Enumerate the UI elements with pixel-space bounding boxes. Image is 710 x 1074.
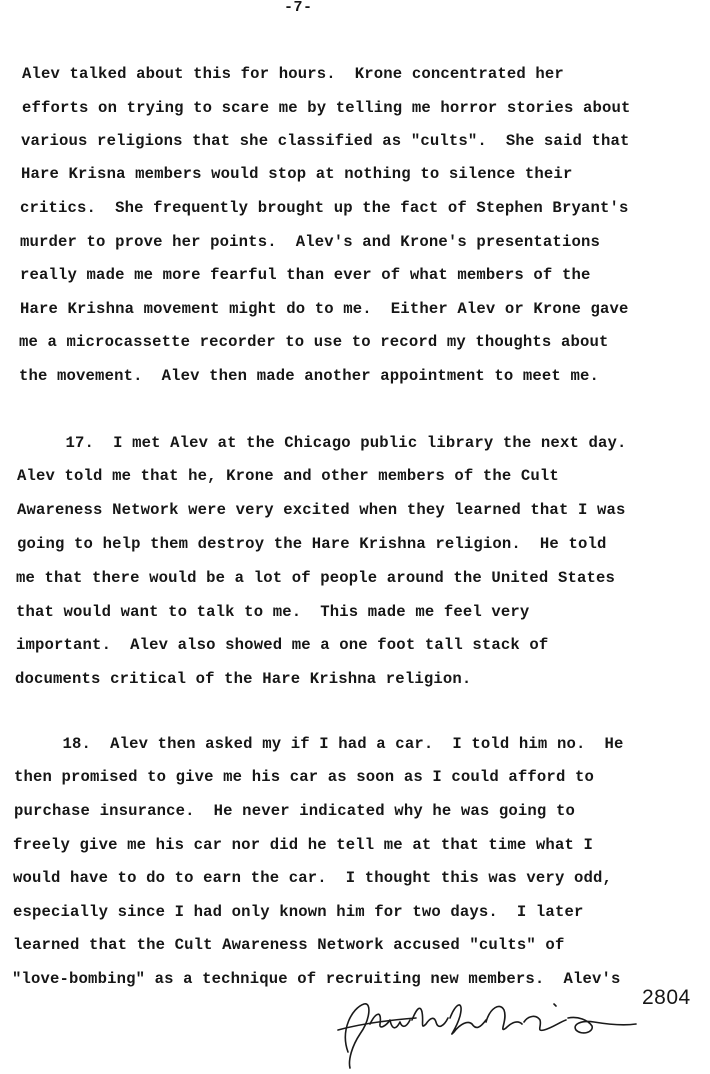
text-line: murder to prove her points. Alev's and Krone's presentations bbox=[20, 233, 600, 251]
text-line: going to help them destroy the Hare Krishna religion. He told bbox=[17, 535, 607, 553]
text-line: the movement. Alev then made another appointment to meet me. bbox=[19, 367, 599, 385]
text-line: purchase insurance. He never indicated why he was going to bbox=[14, 802, 575, 820]
text-line: Alev talked about this for hours. Krone concentrated her bbox=[22, 65, 564, 83]
text-line: me that there would be a lot of people around the United States bbox=[16, 569, 615, 587]
bates-number: 2804 bbox=[642, 986, 691, 1009]
text-line: me a microcassette recorder to use to record my thoughts about bbox=[19, 333, 609, 351]
text-line: important. Alev also showed me a one foot tall stack of bbox=[16, 636, 549, 654]
text-line: especially since I had only known him for two days. I later bbox=[13, 903, 584, 921]
text-line: documents critical of the Hare Krishna religion. bbox=[15, 670, 472, 688]
text-line: then promised to give me his car as soon as I could afford to bbox=[14, 768, 594, 786]
text-line: various religions that she classified as "cults". She said that bbox=[21, 132, 630, 150]
text-line: freely give me his car nor did he tell me at that time what I bbox=[13, 836, 593, 854]
text-line: would have to do to earn the car. I thought this was very odd, bbox=[13, 869, 612, 887]
text-line: Hare Krisna members would stop at nothing to silence their bbox=[21, 165, 573, 183]
handwritten-signature bbox=[330, 990, 650, 1070]
text-line: efforts on trying to scare me by telling me horror stories about bbox=[22, 99, 631, 117]
text-line: Awareness Network were very excited when they learned that I was bbox=[17, 501, 626, 519]
text-line: 18. Alev then asked my if I had a car. I told him no. He bbox=[15, 735, 624, 753]
text-line: "love-bombing" as a technique of recruiting new members. Alev's bbox=[12, 970, 621, 988]
page-number: -7- bbox=[284, 0, 313, 16]
text-line: critics. She frequently brought up the fact of Stephen Bryant's bbox=[20, 199, 629, 217]
text-line: Hare Krishna movement might do to me. Either Alev or Krone gave bbox=[20, 300, 629, 318]
text-line: 17. I met Alev at the Chicago public library the next day. bbox=[18, 434, 627, 452]
text-line: Alev told me that he, Krone and other members of the Cult bbox=[17, 467, 559, 485]
text-line: that would want to talk to me. This made me feel very bbox=[16, 603, 530, 621]
text-line: really made me more fearful than ever of what members of the bbox=[20, 266, 591, 284]
text-line: learned that the Cult Awareness Network accused "cults" of bbox=[13, 936, 565, 954]
